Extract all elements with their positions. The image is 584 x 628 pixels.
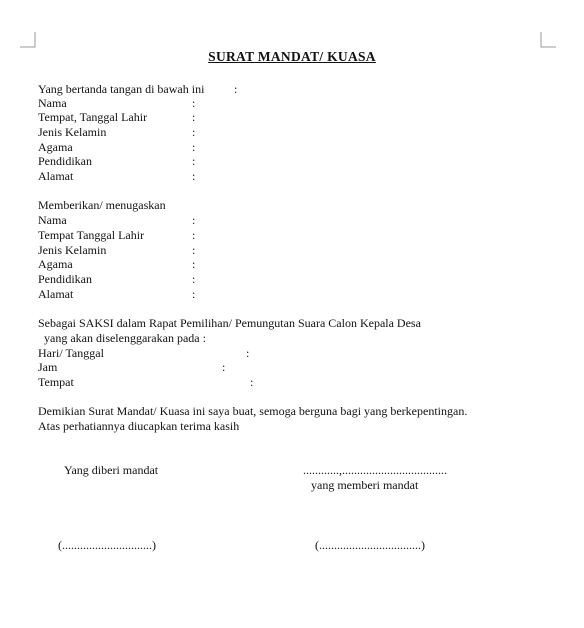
- field-colon: :: [250, 375, 254, 389]
- field-label: Agama: [38, 257, 73, 271]
- field-colon: :: [192, 213, 196, 227]
- field-label: Jenis Kelamin: [38, 125, 107, 139]
- field-colon: :: [192, 125, 196, 139]
- field-colon: :: [192, 228, 196, 242]
- grantee-heading: Memberikan/ menugaskan: [38, 198, 166, 212]
- assignment-line-2: yang akan diselenggarakan pada :: [44, 331, 206, 345]
- field-label: Pendidikan: [38, 272, 92, 286]
- right-signature-date-line: ............,...................................: [303, 463, 447, 477]
- field-label: Nama: [38, 96, 67, 110]
- assignment-line-1: Sebagai SAKSI dalam Rapat Pemilihan/ Pemungutan Suara Calon Kepala Desa: [38, 316, 421, 330]
- document-title: SURAT MANDAT/ KUASA: [208, 49, 376, 64]
- closing-line-2: Atas perhatiannya diucapkan terima kasih: [38, 419, 240, 433]
- signer-heading: Yang bertanda tangan di bawah ini: [38, 82, 205, 96]
- field-label: Agama: [38, 140, 73, 154]
- right-signature-label: yang memberi mandat: [311, 478, 419, 492]
- field-label: Jenis Kelamin: [38, 243, 107, 257]
- top-left-margin-mark: [20, 32, 36, 48]
- field-label: Jam: [38, 360, 58, 374]
- top-right-margin-mark: [540, 32, 556, 48]
- field-colon: :: [192, 287, 196, 301]
- field-colon: :: [192, 110, 196, 124]
- signer-heading-colon: :: [234, 82, 238, 96]
- field-label: Pendidikan: [38, 154, 92, 168]
- field-colon: :: [192, 96, 196, 110]
- left-signature-name-placeholder: (..............................): [58, 538, 156, 552]
- field-label: Tempat, Tanggal Lahir: [38, 110, 148, 124]
- field-colon: :: [192, 169, 196, 183]
- field-label: Alamat: [38, 287, 74, 301]
- field-colon: :: [192, 243, 196, 257]
- field-colon: :: [192, 257, 196, 271]
- field-label: Alamat: [38, 169, 74, 183]
- field-colon: :: [192, 272, 196, 286]
- field-colon: :: [222, 360, 226, 374]
- left-signature-label: Yang diberi mandat: [64, 463, 159, 477]
- field-colon: :: [192, 154, 196, 168]
- field-label: Hari/ Tanggal: [38, 346, 104, 360]
- field-label: Tempat Tanggal Lahir: [38, 228, 145, 242]
- field-label: Tempat: [38, 375, 74, 389]
- field-colon: :: [192, 140, 196, 154]
- closing-line-1: Demikian Surat Mandat/ Kuasa ini saya buat, semoga berguna bagi yang berkepentingan.: [38, 404, 468, 418]
- right-signature-name-placeholder: (..................................): [315, 538, 425, 552]
- field-label: Nama: [38, 213, 67, 227]
- field-colon: :: [246, 346, 250, 360]
